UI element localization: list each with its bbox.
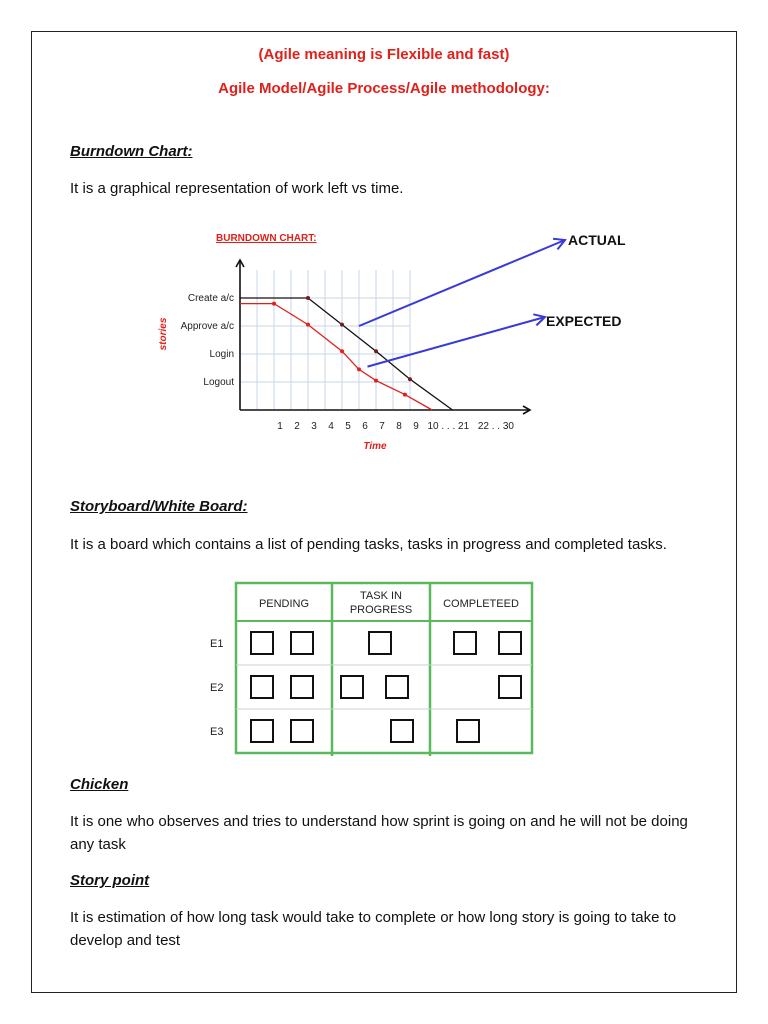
x-tick-label: 4 — [328, 421, 334, 432]
series-point-expected — [403, 393, 407, 397]
story-point-description: It is estimation of how long task would take to complete or how long story is going to take to develop and test — [70, 909, 677, 949]
burndown-description: It is a graphical representation of work left vs time. — [70, 180, 404, 197]
story-point-section-title: Story point — [70, 872, 150, 889]
storyboard-description: It is a board which contains a list of pending tasks, tasks in progress and completed tasks. — [70, 536, 667, 553]
series-point-actual — [340, 323, 344, 327]
board-column-header: COMPLETEED — [443, 598, 519, 610]
board-column-header: PROGRESS — [349, 604, 413, 616]
agile-model-heading: Agile Model/Agile Process/Agile methodology: — [218, 80, 550, 97]
x-tick-label: 2 — [294, 421, 300, 432]
x-axis-label: Time — [363, 441, 387, 452]
board-row-label: E3 — [210, 726, 224, 738]
series-point-expected — [272, 302, 276, 306]
x-tick-label: 7 — [379, 421, 385, 432]
board-row-label: E1 — [210, 638, 224, 650]
task-card — [391, 720, 413, 742]
y-axis-label: stories — [158, 317, 169, 351]
task-card — [499, 632, 521, 654]
series-point-expected — [340, 349, 344, 353]
series-point-actual — [408, 377, 412, 381]
y-tick-label: Logout — [203, 377, 234, 388]
board-row-label: E2 — [210, 682, 224, 694]
chicken-section-title: Chicken — [70, 776, 129, 793]
board-column-header: PENDING — [258, 598, 310, 610]
task-card — [291, 632, 313, 654]
task-card — [499, 676, 521, 698]
x-tick-label: 9 — [413, 421, 419, 432]
x-tick-label: 6 — [362, 421, 368, 432]
task-card — [251, 720, 273, 742]
y-tick-label: Approve a/c — [180, 321, 234, 332]
x-tick-label: 5 — [345, 421, 351, 432]
chart-title: BURNDOWN CHART: — [216, 233, 317, 244]
annotation-label-expected: EXPECTED — [546, 313, 622, 329]
task-card — [291, 676, 313, 698]
task-card — [457, 720, 479, 742]
y-tick-label: Create a/c — [187, 293, 234, 304]
task-card — [251, 676, 273, 698]
x-tick-label: 1 — [277, 421, 283, 432]
series-point-expected — [306, 323, 310, 327]
storyboard-section-title: Storyboard/White Board: — [70, 498, 248, 515]
task-card — [291, 720, 313, 742]
x-tick-label: 22 . . 30 — [477, 421, 514, 432]
burndown-section-title: Burndown Chart: — [70, 143, 193, 160]
annotation-label-actual: ACTUAL — [568, 232, 626, 248]
x-tick-label: 3 — [311, 421, 317, 432]
task-card — [386, 676, 408, 698]
task-card — [369, 632, 391, 654]
chicken-description: It is one who observes and tries to understand how sprint is going on and he will not be doing any task — [70, 813, 688, 853]
x-tick-label: 8 — [396, 421, 402, 432]
burndown-chart — [140, 222, 660, 462]
storyboard-table — [190, 578, 550, 758]
series-point-expected — [357, 367, 361, 371]
task-card — [454, 632, 476, 654]
task-card — [251, 632, 273, 654]
y-tick-label: Login — [209, 349, 234, 360]
agile-meaning-heading: (Agile meaning is Flexible and fast) — [258, 46, 510, 63]
series-point-actual — [306, 296, 310, 300]
annotation-arrow-expected — [368, 317, 546, 367]
series-point-expected — [374, 379, 378, 383]
task-card — [341, 676, 363, 698]
series-point-actual — [374, 349, 378, 353]
board-column-header: TASK IN — [360, 590, 402, 602]
x-tick-label: 10 . . . 21 — [427, 421, 470, 432]
annotation-arrow-actual — [359, 240, 565, 326]
